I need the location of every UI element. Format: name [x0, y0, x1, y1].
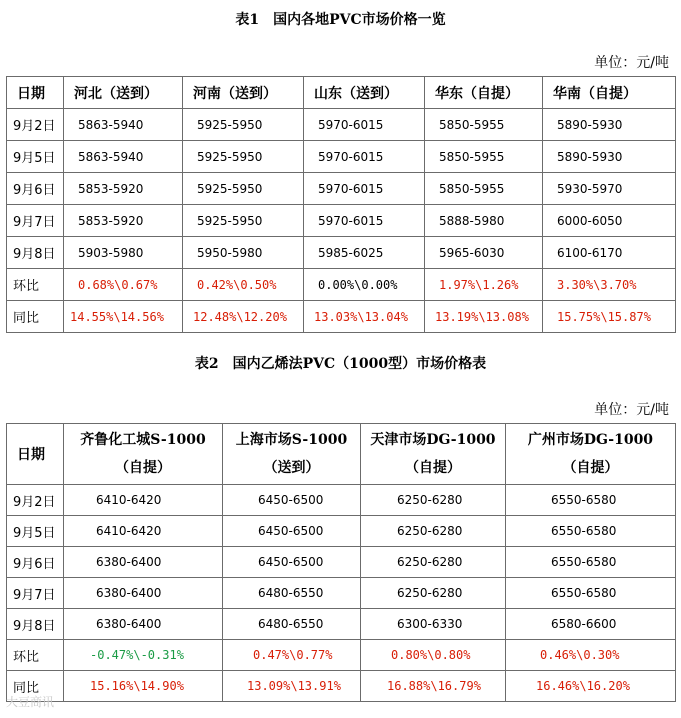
table-row	[7, 109, 676, 141]
table-row	[7, 578, 676, 609]
price-cell: 5903-5980	[64, 237, 183, 269]
header-line: 齐鲁化工城S-1000	[80, 432, 206, 448]
price-cell: 6410-6420	[64, 485, 223, 516]
change-cell: 15.75%\15.87%	[543, 301, 676, 333]
price-cell: 5925-5950	[183, 141, 304, 173]
table-row	[7, 516, 676, 547]
price-cell: 5853-5920	[64, 205, 183, 237]
change-cell: 14.55%\14.56%	[64, 301, 183, 333]
price-cell: 5930-5970	[543, 173, 676, 205]
table-row-yoy	[7, 301, 676, 333]
price-cell: 5850-5955	[425, 173, 543, 205]
change-cell: 15.16%\14.90%	[64, 671, 223, 702]
col-header-tianjin	[361, 424, 506, 485]
table-row-mom	[7, 640, 676, 671]
price-cell: 6550-6580	[506, 547, 676, 578]
change-cell: 1.97%\1.26%	[425, 269, 543, 301]
price-cell: 5888-5980	[425, 205, 543, 237]
price-cell: 5965-6030	[425, 237, 543, 269]
row-label: 9月8日	[7, 609, 64, 640]
pvc-ethylene-price-table	[6, 423, 676, 702]
pvc-region-price-table	[6, 76, 676, 333]
col-header-huadong: 华东（自提）	[425, 77, 543, 109]
price-cell: 5890-5930	[543, 141, 676, 173]
table-row	[7, 485, 676, 516]
row-label: 9月6日	[7, 547, 64, 578]
header-line: （送到）	[263, 460, 320, 476]
header-line: 天津市场DG-1000	[370, 432, 496, 448]
row-label: 9月5日	[7, 141, 64, 173]
price-cell: 5863-5940	[64, 141, 183, 173]
price-cell: 6250-6280	[361, 578, 506, 609]
table-row	[7, 141, 676, 173]
table-row	[7, 547, 676, 578]
change-cell: 16.88%\16.79%	[361, 671, 506, 702]
price-cell: 5985-6025	[304, 237, 425, 269]
col-header-qilu	[64, 424, 223, 485]
price-cell: 6480-6550	[223, 578, 361, 609]
price-cell: 5925-5950	[183, 205, 304, 237]
price-cell: 6480-6550	[223, 609, 361, 640]
table-row-yoy	[7, 671, 676, 702]
header-line: （自提）	[405, 460, 461, 476]
change-cell: 0.80%\0.80%	[361, 640, 506, 671]
price-cell: 5970-6015	[304, 109, 425, 141]
row-label: 同比	[7, 671, 64, 702]
price-cell: 6380-6400	[64, 547, 223, 578]
header-line: （自提）	[115, 460, 171, 476]
row-label: 9月7日	[7, 578, 64, 609]
change-cell: 12.48%\12.20%	[183, 301, 304, 333]
table-row-mom	[7, 269, 676, 301]
price-cell: 5850-5955	[425, 141, 543, 173]
row-label: 9月5日	[7, 516, 64, 547]
price-cell: 5925-5950	[183, 109, 304, 141]
price-cell: 6380-6400	[64, 578, 223, 609]
price-cell: 5970-6015	[304, 205, 425, 237]
row-label: 环比	[7, 640, 64, 671]
price-cell: 5950-5980	[183, 237, 304, 269]
change-cell: 16.46%\16.20%	[506, 671, 676, 702]
header-line: （自提）	[562, 460, 619, 476]
change-cell: 13.09%\13.91%	[223, 671, 361, 702]
change-cell: 13.19%\13.08%	[425, 301, 543, 333]
price-cell: 6580-6600	[506, 609, 676, 640]
row-label: 环比	[7, 269, 64, 301]
price-cell: 5890-5930	[543, 109, 676, 141]
price-cell: 6100-6170	[543, 237, 676, 269]
price-cell: 6300-6330	[361, 609, 506, 640]
watermark: 大豆商讯	[6, 695, 55, 709]
header-line: 上海市场S-1000	[235, 432, 348, 448]
table-header-row	[7, 77, 676, 109]
change-cell: 0.68%\0.67%	[64, 269, 183, 301]
table1-unit: 单位：元/吨	[594, 55, 669, 71]
col-header-date: 日期	[7, 77, 64, 109]
price-cell: 6250-6280	[361, 547, 506, 578]
price-cell: 6000-6050	[543, 205, 676, 237]
row-label: 同比	[7, 301, 64, 333]
price-cell: 5970-6015	[304, 141, 425, 173]
header-line: 广州市场DG-1000	[527, 432, 654, 448]
price-cell: 6550-6580	[506, 516, 676, 547]
price-cell: 6380-6400	[64, 609, 223, 640]
table-row	[7, 609, 676, 640]
change-cell: 0.00%\0.00%	[304, 269, 425, 301]
col-header-shandong: 山东（送到）	[304, 77, 425, 109]
table1-title: 表1 国内各地PVC市场价格一览	[235, 12, 446, 28]
change-cell: 0.42%\0.50%	[183, 269, 304, 301]
row-label: 9月7日	[7, 205, 64, 237]
row-label: 9月2日	[7, 485, 64, 516]
col-header-huanan: 华南（自提）	[543, 77, 676, 109]
price-cell: 6550-6580	[506, 578, 676, 609]
price-cell: 5863-5940	[64, 109, 183, 141]
row-label: 9月8日	[7, 237, 64, 269]
change-cell: 0.47%\0.77%	[223, 640, 361, 671]
change-cell: 0.46%\0.30%	[506, 640, 676, 671]
table-row	[7, 173, 676, 205]
col-header-hebei: 河北（送到）	[64, 77, 183, 109]
table-row	[7, 205, 676, 237]
price-cell: 5850-5955	[425, 109, 543, 141]
price-cell: 6450-6500	[223, 516, 361, 547]
price-cell: 5970-6015	[304, 173, 425, 205]
price-cell: 6550-6580	[506, 485, 676, 516]
table2-unit: 单位：元/吨	[594, 402, 669, 418]
table2-title: 表2 国内乙烯法PVC（1000型）市场价格表	[194, 356, 487, 372]
price-cell: 6450-6500	[223, 485, 361, 516]
row-label: 9月6日	[7, 173, 64, 205]
col-header-henan: 河南（送到）	[183, 77, 304, 109]
col-header-shanghai	[223, 424, 361, 485]
table-row	[7, 237, 676, 269]
change-cell: 3.30%\3.70%	[543, 269, 676, 301]
row-label: 9月2日	[7, 109, 64, 141]
price-cell: 6250-6280	[361, 485, 506, 516]
price-cell: 5925-5950	[183, 173, 304, 205]
change-cell: 13.03%\13.04%	[304, 301, 425, 333]
col-header-date: 日期	[7, 424, 64, 485]
table-header-row	[7, 424, 676, 485]
change-cell: -0.47%\-0.31%	[64, 640, 223, 671]
price-cell: 5853-5920	[64, 173, 183, 205]
price-cell: 6410-6420	[64, 516, 223, 547]
price-cell: 6450-6500	[223, 547, 361, 578]
col-header-guangzhou	[506, 424, 676, 485]
price-cell: 6250-6280	[361, 516, 506, 547]
